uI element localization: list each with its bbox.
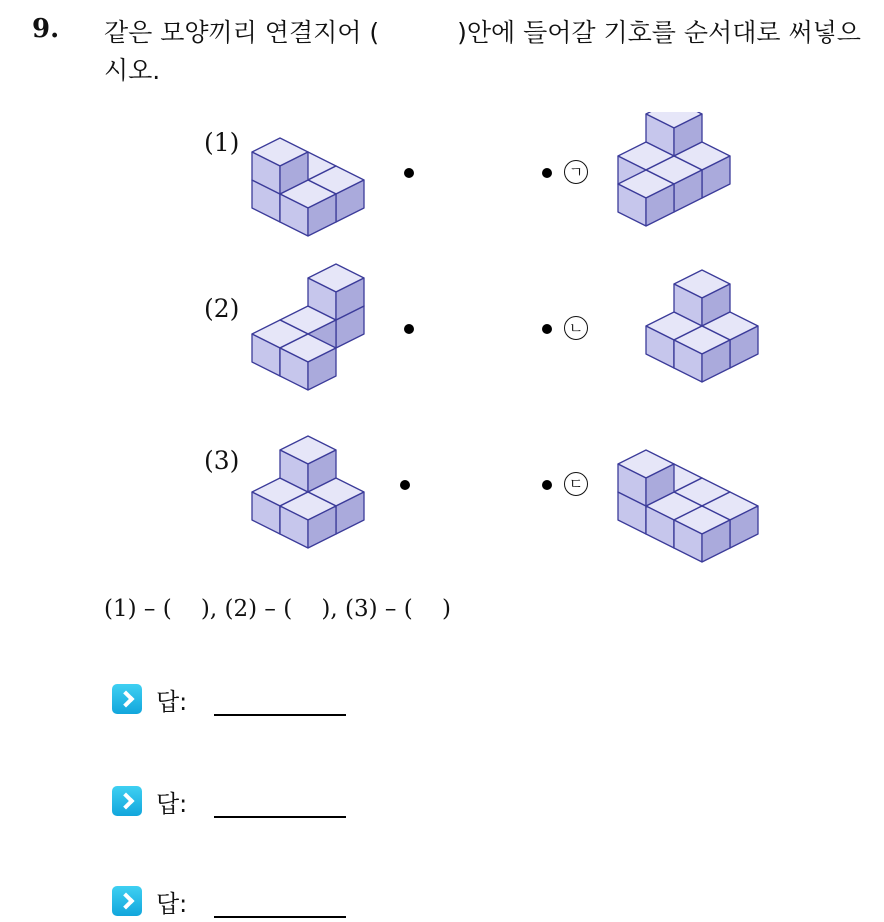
answer-blank[interactable] <box>214 916 346 918</box>
shape-left-2 <box>252 264 364 390</box>
left-dot-2[interactable] <box>404 324 414 334</box>
chevron-right-icon <box>112 684 142 714</box>
right-dot-3[interactable] <box>542 480 552 490</box>
answer-blank[interactable] <box>214 816 346 818</box>
shape-left-1 <box>252 138 364 236</box>
left-label-3: (3) <box>204 446 240 475</box>
right-symbol-3: ㄷ <box>564 472 588 496</box>
answer-label: 답: <box>156 890 188 918</box>
shape-right-2 <box>646 270 758 382</box>
question-text-part1: 같은 모양끼리 연결지어 ( <box>104 18 380 47</box>
answer-label: 답: <box>156 688 188 716</box>
shape-right-3 <box>618 450 758 562</box>
right-symbol-2: ㄴ <box>564 316 588 340</box>
shape-left-3 <box>252 436 364 548</box>
left-dot-3[interactable] <box>400 480 410 490</box>
matching-figure <box>190 112 790 572</box>
cube-drawings <box>190 112 790 572</box>
right-dot-1[interactable] <box>542 168 552 178</box>
left-label-1: (1) <box>204 128 240 157</box>
answer-format: (1) – ( ), (2) – ( ), (3) – ( ) <box>104 596 451 622</box>
left-dot-1[interactable] <box>404 168 414 178</box>
chevron-right-icon <box>112 786 142 816</box>
question-text <box>104 14 864 90</box>
chevron-right-icon <box>112 886 142 916</box>
right-symbol-1: ㄱ <box>564 160 588 184</box>
shape-right-1 <box>618 112 730 226</box>
answer-label: 답: <box>156 790 188 818</box>
right-dot-2[interactable] <box>542 324 552 334</box>
question-number: 9. <box>32 14 60 44</box>
question-text-part2: )안에 들어갈 기호를 순서대로 써넣으시오. <box>104 18 861 85</box>
answer-blank[interactable] <box>214 714 346 716</box>
left-label-2: (2) <box>204 294 240 323</box>
